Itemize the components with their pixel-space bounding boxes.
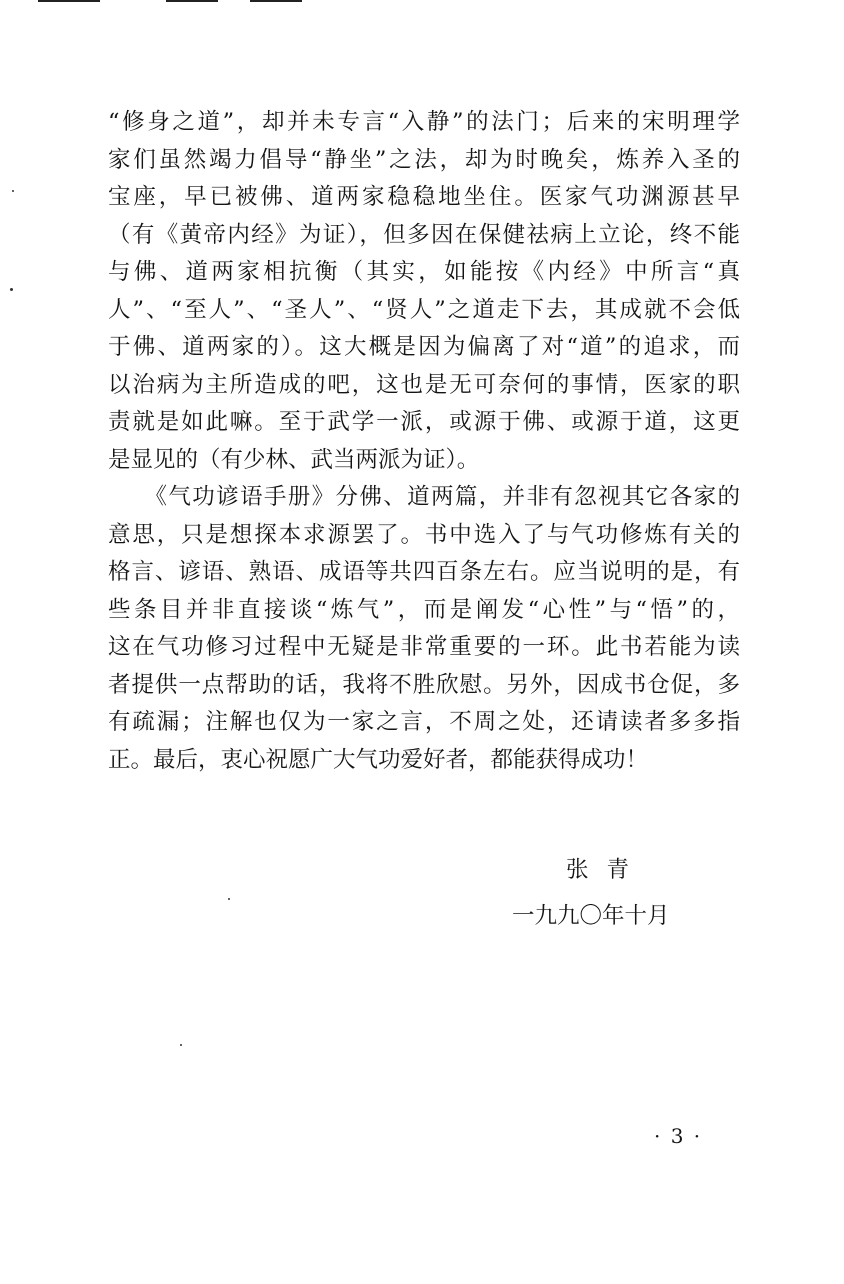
body-text — [108, 104, 740, 779]
text-line: 些条目并非直接谈“炼气”，而是阐发“心性”与“悟”的， — [108, 596, 740, 623]
scan-speck — [10, 288, 13, 291]
text-line: 以治病为主所造成的吧，这也是无可奈何的事情，医家的职 — [108, 371, 740, 398]
top-rule-left — [38, 0, 100, 2]
text-line: 宝座，早已被佛、道两家稳稳地坐住。医家气功渊源甚早 — [108, 184, 740, 210]
text-line: 于佛、道两家的）。这大概是因为偏离了对“道”的追求，而 — [108, 334, 740, 360]
text-line: “修身之道”，却并未专言“入静”的法门；后来的宋明理学 — [108, 109, 740, 135]
paragraph-1 — [108, 104, 740, 479]
text-line: 正。最后，衷心祝愿广大气功爱好者，都能获得成功！ — [108, 746, 649, 773]
text-line: 是显见的（有少林、武当两派为证）。 — [108, 446, 480, 473]
text-line: （有《黄帝内经》为证），但多因在保健祛病上立论，终不能 — [108, 221, 740, 248]
text-line: 责就是如此嘛。至于武学一派，或源于佛、或源于道，这更 — [108, 409, 740, 435]
text-line: 家们虽然竭力倡导“静坐”之法，却为时晚矣，炼养入圣的 — [108, 146, 740, 173]
top-rule-middle — [166, 0, 218, 2]
text-line: 《气功谚语手册》分佛、道两篇，并非有忽视其它各家的 — [108, 484, 740, 510]
signature-date: 一九九〇年十月 — [512, 903, 670, 929]
text-line: 这在气功修习过程中无疑是非常重要的一环。此书若能为读 — [108, 634, 740, 660]
text-line: 与佛、道两家相抗衡（其实，如能按《内经》中所言“真 — [108, 259, 740, 285]
scan-speck — [228, 898, 230, 900]
page-number: · 3 · — [654, 1124, 703, 1148]
top-rule-right — [250, 0, 302, 2]
text-line: 者提供一点帮助的话，我将不胜欣慰。另外，因成书仓促，多 — [108, 671, 740, 698]
author-name: 张青 — [566, 857, 648, 883]
scan-speck — [12, 190, 14, 192]
scan-speck — [180, 1044, 182, 1046]
text-line: 人”、“至人”、“圣人”、“贤人”之道走下去，其成就不会低 — [108, 296, 740, 323]
text-line: 格言、谚语、熟语、成语等共四百条左右。应当说明的是，有 — [108, 559, 740, 585]
text-line: 意思，只是想探本求源罢了。书中选入了与气功修炼有关的 — [108, 521, 740, 548]
paragraph-2 — [108, 479, 740, 779]
text-line: 有疏漏；注解也仅为一家之言，不周之处，还请读者多多指 — [108, 709, 740, 735]
